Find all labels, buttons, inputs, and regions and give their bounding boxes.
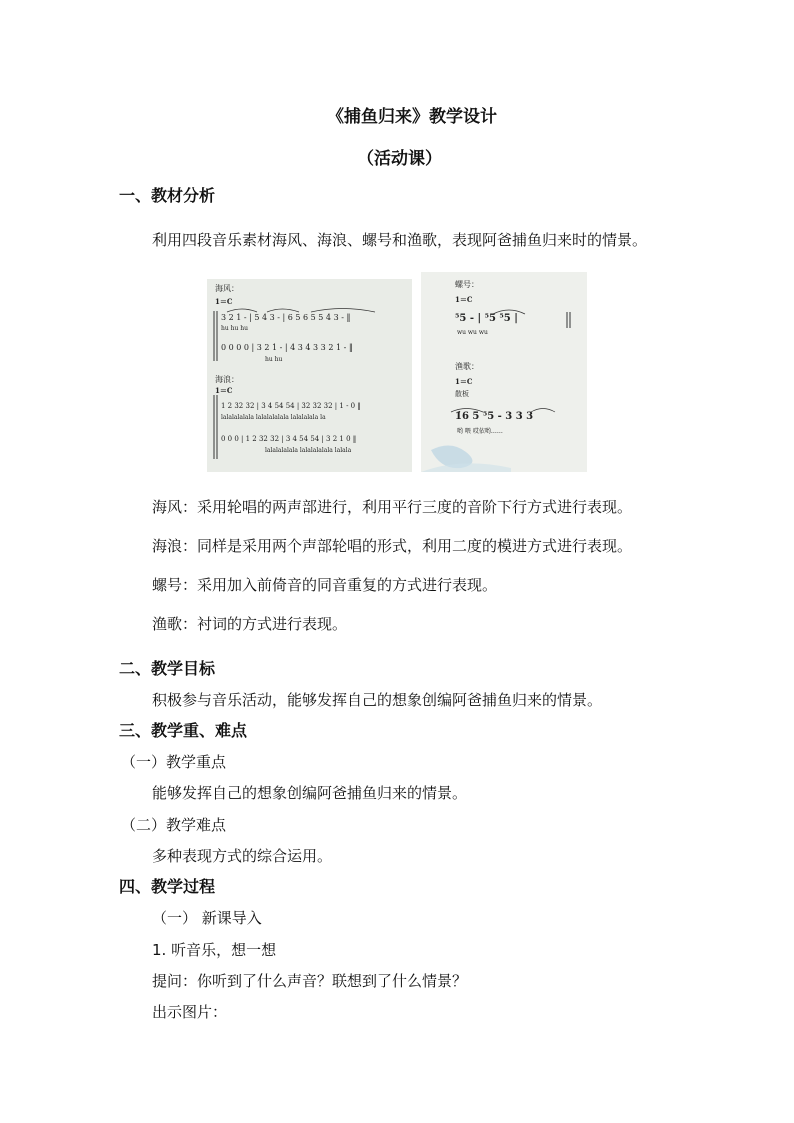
yuge-row: 1̇6 5 ⁵5 - 3 3 3 [455,411,534,422]
section-3-heading: 三、教学重、难点 [119,721,248,740]
analysis-yuge: 渔歌：衬词的方式进行表现。 [152,615,348,633]
analysis-luohao: 螺号：采用加入前倚音的同音重复的方式进行表现。 [152,576,498,594]
luohao-lyric: wu wu wu [457,329,488,336]
haifeng-key: 1＝C [215,297,233,306]
hailang-label: 海浪： [215,375,239,384]
yuge-key: 1＝C [455,377,473,386]
section-4-heading: 四、教学过程 [119,877,216,896]
section-4-sub1: （一） 新课导入 [152,909,262,927]
section-2-heading: 二、教学目标 [119,659,216,678]
haifeng-row-1: 3 2 1 - | 5 4 3 - | 6 5 6 5 5 4 3 - ‖ [221,313,351,322]
section-3-sub1-text: 能够发挥自己的想象创编阿爸捕鱼归来的情景。 [152,784,468,802]
section-4-show-picture: 出示图片： [152,1003,228,1021]
analysis-haifeng: 海风：采用轮唱的两声部进行，利用平行三度的音阶下行方式进行表现。 [152,498,633,516]
section-2-text: 积极参与音乐活动，能够发挥自己的想象创编阿爸捕鱼归来的情景。 [152,691,603,709]
haifeng-label: 海风： [215,284,239,293]
section-3-sub2-text: 多种表现方式的综合运用。 [152,847,333,865]
hailang-row-1: 1 2 32 32 | 3 4 54 54 | 32 32 32 | 1 - 0 ‖ [221,402,361,410]
section-3-sub2: （二）教学难点 [121,816,227,834]
luohao-label: 螺号： [455,280,479,289]
hailang-lyric-2: lalalalalala lalalalalala lalala [265,447,352,454]
section-4-question: 提问：你听到了什么声音？联想到了什么情景？ [152,972,468,990]
yuge-label: 渔歌： [455,362,479,371]
luohao-row: ⁵5 - | ⁵5 ⁵5 | [455,313,518,324]
yuge-tempo: 散板 [455,390,469,398]
section-3-sub1: （一）教学重点 [121,753,227,771]
score-figure-haifeng-hailang [207,279,412,472]
haifeng-lyric-2: hu hu [265,356,283,363]
score-decoration [421,272,587,472]
yuge-lyric: 哟 喂 哎依哟…… [457,428,503,435]
luohao-key: 1＝C [455,295,473,304]
haifeng-row-2: 0 0 0 0 | 3 2 1 - | 4 3 4 3 3 2 1 - ‖ [221,343,353,352]
score-figure-luohao-yuge [421,272,587,472]
doc-subtitle: （活动课） [357,149,442,169]
section-1-intro: 利用四段音乐素材海风、海浪、螺号和渔歌，表现阿爸捕鱼归来时的情景。 [152,231,648,249]
hailang-key: 1＝C [215,386,233,395]
section-1-heading: 一、教材分析 [119,186,216,205]
haifeng-lyric-1: hu hu hu [221,325,248,332]
hailang-lyric-1: lalalalalala lalalalalala lalalalala la [221,414,326,421]
hailang-row-2: 0 0 0 | 1 2 32 32 | 3 4 54 54 | 3 2 1 0 ‖ [221,435,357,443]
section-4-item1: 1. 听音乐，想一想 [152,941,277,959]
doc-title: 《捕鱼归来》教学设计 [327,107,497,127]
analysis-hailang: 海浪：同样是采用两个声部轮唱的形式，利用二度的模进方式进行表现。 [152,537,633,555]
